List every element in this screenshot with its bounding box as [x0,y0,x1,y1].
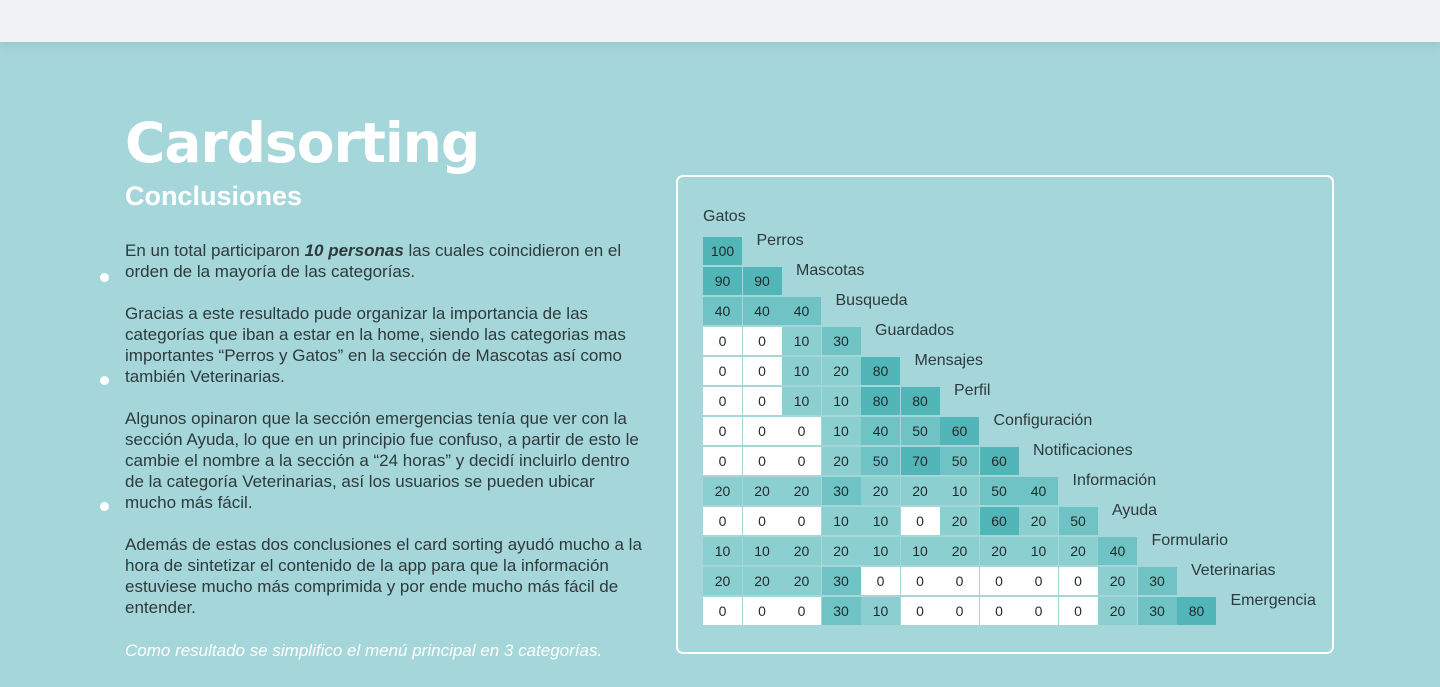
matrix-cell: 10 [782,387,821,415]
category-label-informacion: Información [1072,472,1157,489]
paragraph-participants-text-end: las cuales coincidieron en el orden de la mayoría de las categorías. [125,241,622,281]
paragraph-synthesis: Además de estas dos conclusiones el card sorting ayudó mucho a la hora de sintetizar el contenido de la app para que la información estuviese mucho más comprimida y por ende mucho más fácil de entender. [125,535,642,617]
matrix-cell: 0 [743,327,782,355]
matrix-cell: 0 [743,387,782,415]
matrix-cell: 100 [703,237,742,265]
matrix-cell: 0 [703,357,742,385]
matrix-cell: 50 [980,477,1019,505]
matrix-cell: 10 [940,477,979,505]
matrix-cell: 20 [743,567,782,595]
matrix-cell: 70 [901,447,940,475]
matrix-cell: 20 [822,357,861,385]
paragraph-emergency: Algunos opinaron que la sección emergencias tenía que ver con la sección Ayuda, lo que en un principio fue confuso, a partir de esto le cambie el nombre a la sección a “24 horas” y decidí incluirlo dentro de la categoría Veterinarias, así los usuarios se pueden ubicar mucho más fácil. [125,409,639,512]
matrix-cell: 20 [822,537,861,565]
matrix-cell: 0 [901,597,940,625]
matrix-cell: 10 [861,537,900,565]
matrix-cell: 10 [743,537,782,565]
page-subtitle: Conclusiones [125,181,303,211]
matrix-cell: 60 [940,417,979,445]
matrix-cell: 0 [743,417,782,445]
category-label-perros: Perros [756,232,804,249]
matrix-cell: 30 [822,327,861,355]
matrix-cell: 0 [1059,597,1098,625]
matrix-cell: 20 [861,477,900,505]
result-statement: Como resultado se simplifico el menú principal en 3 categorías. [125,641,603,660]
matrix-cell: 0 [703,417,742,445]
matrix-cell: 10 [822,417,861,445]
matrix-cell: 0 [782,597,821,625]
category-label-emergencia: Emergencia [1230,592,1316,609]
paragraph-participants-text-start: En un total participaron [125,241,305,260]
matrix-cell: 10 [822,507,861,535]
matrix-cell: 0 [1019,597,1058,625]
matrix-cell: 0 [1059,567,1098,595]
matrix-cell: 20 [782,477,821,505]
matrix-cell: 20 [822,447,861,475]
similarity-matrix [678,177,1332,652]
matrix-cell: 10 [703,537,742,565]
matrix-cell: 90 [703,267,742,295]
matrix-cell: 0 [703,447,742,475]
matrix-cell: 10 [861,597,900,625]
matrix-cell: 20 [940,537,979,565]
matrix-cell: 30 [822,477,861,505]
matrix-cell: 20 [1098,567,1137,595]
top-bar [0,0,1440,42]
matrix-cell: 20 [1059,537,1098,565]
matrix-cell: 40 [703,297,742,325]
matrix-cell: 10 [822,387,861,415]
matrix-cell: 60 [980,447,1019,475]
matrix-cell: 0 [1019,567,1058,595]
matrix-cell: 30 [822,567,861,595]
matrix-cell: 0 [861,567,900,595]
matrix-cell: 0 [743,357,782,385]
matrix-cell: 20 [782,537,821,565]
matrix-cell: 0 [980,567,1019,595]
matrix-cell: 40 [743,297,782,325]
matrix-cell: 20 [703,477,742,505]
matrix-cell: 20 [743,477,782,505]
category-label-busqueda: Busqueda [835,292,908,309]
matrix-cell: 20 [940,507,979,535]
category-label-ayuda: Ayuda [1112,502,1158,519]
matrix-cell: 40 [861,417,900,445]
bullet-dot [100,273,109,282]
matrix-cell: 40 [782,297,821,325]
matrix-cell: 0 [703,387,742,415]
category-label-formulario: Formulario [1151,532,1228,549]
category-label-configuracion: Configuración [993,412,1093,429]
category-label-guardados: Guardados [875,322,955,339]
matrix-cell: 0 [901,507,940,535]
matrix-cell: 0 [940,597,979,625]
category-label-perfil: Perfil [954,382,991,399]
matrix-cell: 10 [782,357,821,385]
paragraph-results: Gracias a este resultado pude organizar la importancia de las categorías que iban a estar en la home, siendo las categorias mas importantes “Perros y Gatos” en la sección de Mascotas así como también Veterinarias. [125,304,626,386]
matrix-cell: 10 [782,327,821,355]
bullet-dot [100,502,109,511]
category-label-gatos: Gatos [703,208,746,225]
matrix-cell: 0 [703,327,742,355]
matrix-cell: 10 [1019,537,1058,565]
matrix-cell: 0 [703,507,742,535]
page-title: Cardsorting [125,111,480,175]
matrix-cell: 0 [901,567,940,595]
matrix-cell: 0 [743,447,782,475]
matrix-cell: 0 [703,597,742,625]
matrix-cell: 20 [901,477,940,505]
matrix-cell: 50 [1059,507,1098,535]
category-label-notificaciones: Notificaciones [1033,442,1133,459]
matrix-cell: 30 [1138,567,1177,595]
category-label-veterinarias: Veterinarias [1191,562,1276,579]
matrix-cell: 20 [703,567,742,595]
matrix-cell: 20 [980,537,1019,565]
bullet-dot [100,376,109,385]
matrix-cell: 60 [980,507,1019,535]
matrix-cell: 90 [743,267,782,295]
matrix-cell: 0 [940,567,979,595]
matrix-cell: 40 [1019,477,1058,505]
matrix-cell: 40 [1098,537,1137,565]
category-label-mensajes: Mensajes [914,352,983,369]
matrix-cell: 20 [1098,597,1137,625]
matrix-cell: 0 [980,597,1019,625]
matrix-cell: 50 [940,447,979,475]
matrix-cell: 80 [861,357,900,385]
matrix-cell: 50 [901,417,940,445]
matrix-cell: 0 [743,507,782,535]
matrix-cell: 0 [782,417,821,445]
matrix-cell: 50 [861,447,900,475]
matrix-cell: 30 [1138,597,1177,625]
matrix-cell: 80 [901,387,940,415]
matrix-cell: 30 [822,597,861,625]
category-label-mascotas: Mascotas [796,262,865,279]
matrix-cell: 10 [861,507,900,535]
matrix-cell: 20 [782,567,821,595]
matrix-cell: 0 [782,507,821,535]
participants-count: 10 personas [304,241,404,260]
matrix-cell: 10 [901,537,940,565]
matrix-cell: 20 [1019,507,1058,535]
matrix-cell: 80 [1177,597,1216,625]
matrix-cell: 80 [861,387,900,415]
cardsorting-matrix-panel [676,175,1334,654]
paragraph-participants [125,240,645,282]
matrix-cell: 0 [782,447,821,475]
matrix-cell: 0 [743,597,782,625]
